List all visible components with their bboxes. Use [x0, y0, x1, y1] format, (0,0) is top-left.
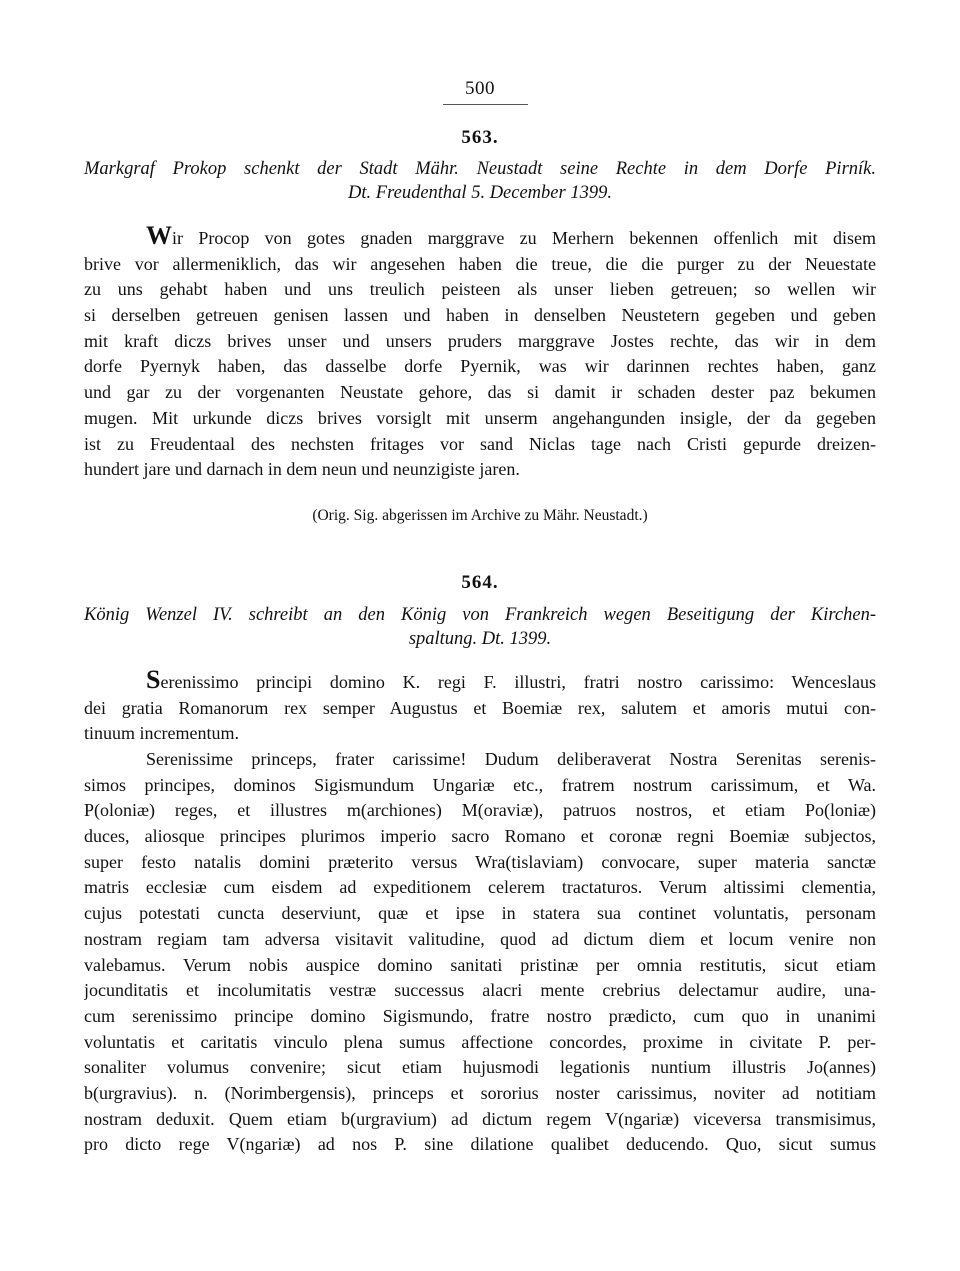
document-number-563: 563. — [461, 127, 499, 148]
body-line: tinuum incrementum. — [84, 723, 239, 744]
body-line: dorfe Pyernyk haben, das dasselbe dorfe Pyernik, was wir darinnen rechtes haben, ganz — [84, 356, 876, 377]
body-line-first — [84, 226, 876, 252]
body-line-first — [84, 670, 876, 696]
body-line: P(oloniæ) reges, et illustres m(archiones) M(oraviæ), patruos nostros, et etiam Po(loniæ) — [84, 800, 876, 821]
body-line: dei gratia Romanorum rex semper Augustus et Boemiæ rex, salutem et amoris mutui con- — [84, 697, 876, 718]
document-number-564: 564. — [461, 572, 499, 593]
body-line: Serenissime princeps, frater carissime! Dudum deliberaverat Nostra Serenitas serenis- — [146, 749, 876, 769]
body-line: brive vor allermeniklich, das wir angesehen haben die treue, die die purger zu der Neuestate — [84, 253, 876, 274]
body-line: cujus potestati cuncta deserviunt, quæ et ipse in statera sua continet voluntatis, personam — [84, 903, 876, 924]
body-line: nostram regiam tam adversa visitavit valitudine, quod ad dictum diem et locum venire non — [84, 928, 876, 949]
heading-line: König Wenzel IV. schreibt an den König von Frankreich wegen Beseitigung der Kirchen- — [84, 605, 876, 625]
body-first-line-text: erenissimo principi domino K. regi F. illustri, fratri nostro carissimo: Wenceslaus — [160, 672, 876, 692]
body-line: super festo natalis domini præterito versus Wra(tislaviam) convocare, super materia sanctæ — [84, 851, 876, 872]
body-first-line-text: ir Procop von gotes gnaden marggrave zu Merhern bekennen offenlich mit disem — [172, 228, 876, 248]
document-564-body — [84, 747, 876, 1158]
page-number: 500 — [465, 78, 495, 99]
body-line: mugen. Mit urkunde diczs brives vorsiglt mit unserm angehangunden insigle, der da gegeben — [84, 407, 876, 428]
body-line: hundert jare und darnach in dem neun und neunzigiste jaren. — [84, 459, 520, 480]
drop-cap: S — [146, 670, 161, 694]
body-line: sonaliter volumus convenire; sicut etiam hujusmodi legationis nuntium illustris Jo(annes) — [84, 1057, 876, 1078]
body-line: zu uns gehabt haben und uns treulich peisteen als unser lieben getreuen; so wellen wir — [84, 279, 876, 300]
document-563-heading — [84, 157, 876, 205]
document-563-body — [84, 226, 876, 483]
body-line: mit kraft diczs brives unser und unsers pruders marggrave Jostes rechte, das wir in dem — [84, 330, 876, 351]
heading-line: Dt. Freudenthal 5. December 1399. — [348, 183, 612, 203]
document-564-salutation — [84, 670, 876, 747]
drop-cap: W — [146, 226, 172, 250]
heading-line: spaltung. Dt. 1399. — [408, 629, 552, 649]
heading-line: Markgraf Prokop schenkt der Stadt Mähr. Neustadt seine Rechte in dem Dorfe Pirník. — [84, 159, 876, 179]
archive-note: (Orig. Sig. abgerissen im Archive zu Mähr. Neustadt.) — [312, 507, 648, 524]
body-line: si derselben getreuen genisen lassen und haben in denselben Neustetern gegeben und geben — [84, 305, 876, 326]
body-line: simos principes, dominos Sigismundum Ungariæ etc., fratrem nostrum carissimum, et Wa. — [84, 774, 876, 795]
body-line: matris ecclesiæ cum eisdem ad expeditionem celerem tractaturos. Verum altissimi clementia, — [84, 877, 876, 898]
body-line: pro dicto rege V(ngariæ) ad nos P. sine dilatione qualibet deducendo. Quo, sicut sumus — [84, 1134, 876, 1155]
body-line: voluntatis et caritatis vinculo plena sumus affectione concordes, proxime in civitate P. per- — [84, 1031, 876, 1052]
body-line: jocunditatis et incolumitatis vestræ successus alacri mente crebrius delectamur audire, una- — [84, 980, 876, 1001]
document-564-heading — [84, 603, 876, 651]
body-line: duces, aliosque principes plurimos imperio sacro Romano et coronæ regni Boemiæ subjectos, — [84, 826, 876, 847]
body-line: und gar zu der vorgenanten Neustate gehore, das si damit ir schaden dester paz bekumen — [84, 382, 876, 403]
body-line: nostram deduxit. Quem etiam b(urgravium) ad dictum regem V(ngariæ) viceversa transmisimus, — [84, 1108, 876, 1129]
body-line: valebamus. Verum nobis auspice domino sanitati pristinæ per omnia restitutis, sicut etiam — [84, 954, 876, 975]
body-line: ist zu Freudentaal des nechsten fritages vor sand Niclas tage nach Cristi gepurde dreizen- — [84, 433, 876, 454]
body-line: cum serenissimo principe domino Sigismundo, fratre nostro prædicto, cum quo in unanimi — [84, 1005, 876, 1026]
body-line: b(urgravius). n. (Norimbergensis), princeps et sororius noster carissimus, noviter ad notitiam — [84, 1082, 876, 1103]
page-number-rule — [443, 104, 528, 105]
